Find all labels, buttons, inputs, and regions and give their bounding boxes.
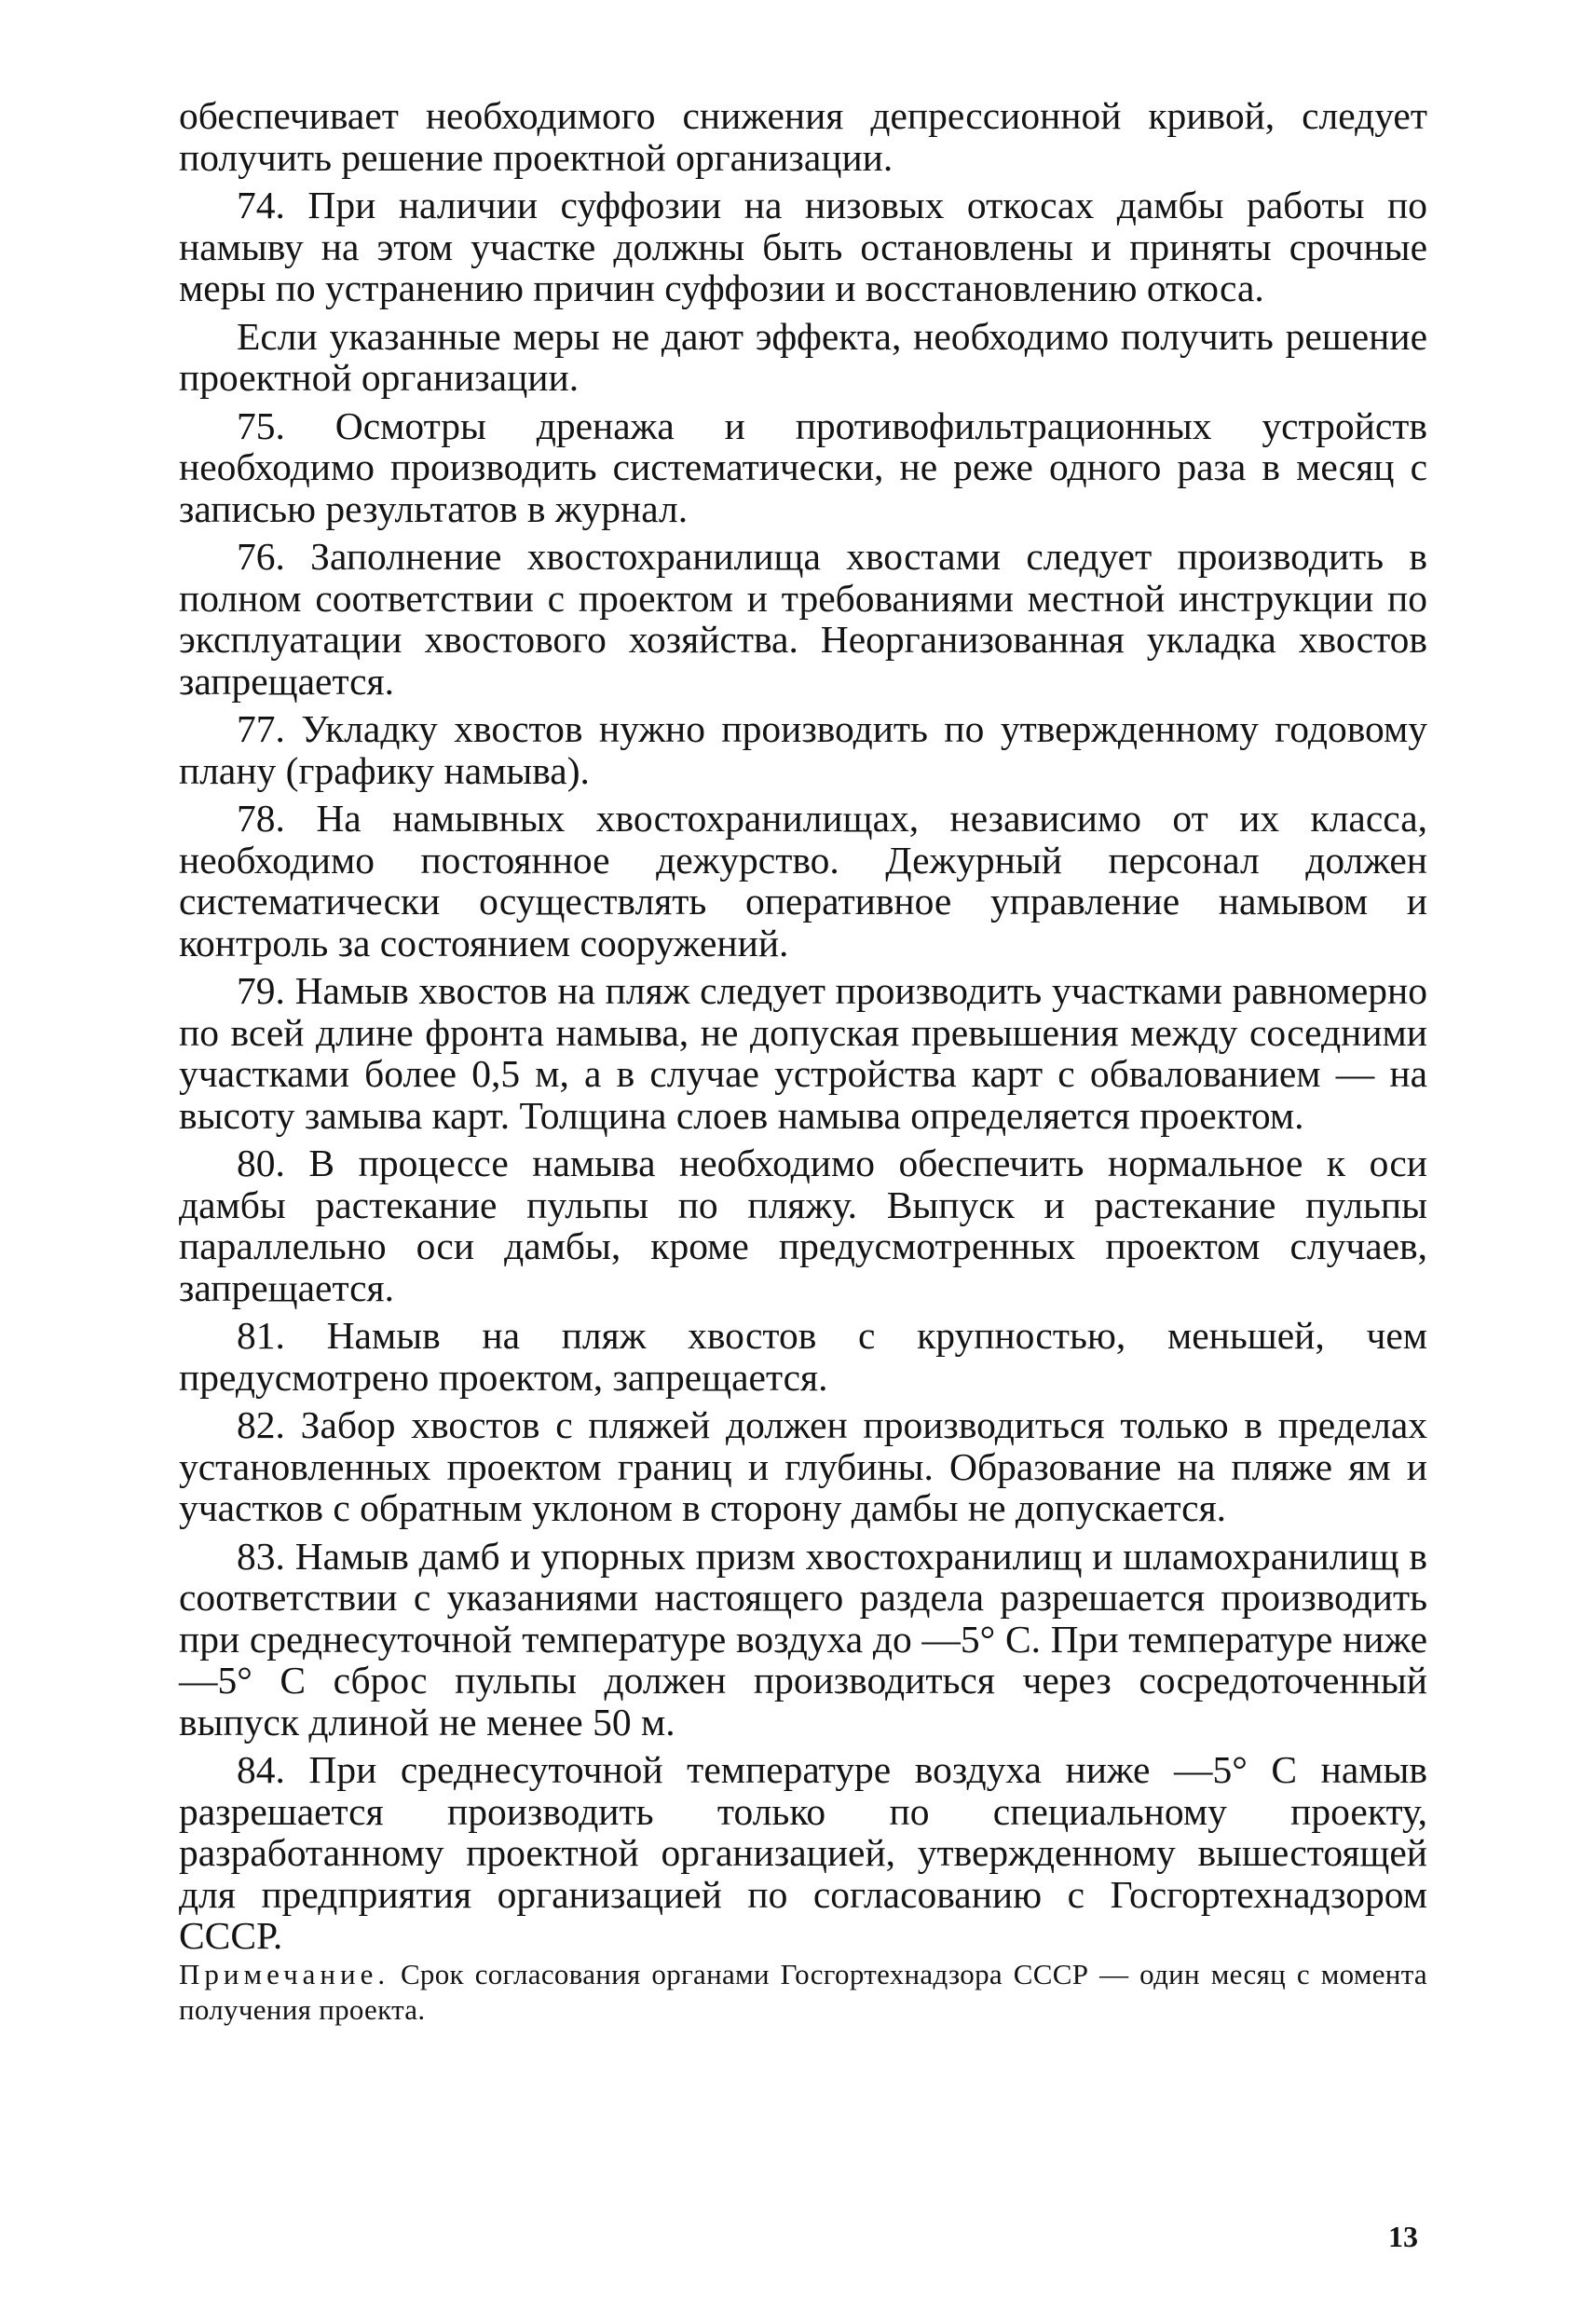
paragraph-80: 80. В процессе намыва необходимо обеспечить нормальное к оси дамбы растекание пульпы по пляжу. Выпуск и растекание пульпы параллельно оси дамбы, кроме предусмотренных проектом случаев, запрещается. (179, 1142, 1427, 1309)
paragraph-76: 76. Заполнение хвостохранилища хвостами следует производить в полном соответствии с проектом и требованиями местной инструкции по эксплуатации хвостового хозяйства. Неорганизованная укладка хвостов запрещается. (179, 535, 1427, 703)
paragraph-81: 81. Намыв на пляж хвостов с крупностью, меньшей, чем предусмотрено проектом, запрещается. (179, 1314, 1427, 1399)
page-body (179, 95, 1427, 2028)
footnote-label: Примечание. (179, 1957, 390, 1990)
paragraph-continued: обеспечивает необходимого снижения депрессионной кривой, следует получить решение проектной организации. (179, 94, 1427, 179)
paragraph-77: 77. Укладку хвостов нужно производить по утвержденному годовому плану (графику намыва). (179, 707, 1427, 792)
paragraph-83: 83. Намыв дамб и упорных призм хвостохранилищ и шламохранилищ в соответствии с указаниями настоящего раздела разрешается производить при среднесуточной температуре воздуха до —5° С. При температуре ниже —5° С сброс пульпы должен производиться через сосредоточенный выпуск длиной не менее 50 м. (179, 1534, 1427, 1744)
paragraph-74: 74. При наличии суффозии на низовых откосах дамбы работы по намыву на этом участке должны быть остановлены и приняты срочные меры по устранению причин суффозии и восстановлению откоса. (179, 184, 1427, 309)
paragraph-78: 78. На намывных хвостохранилищах, независимо от их класса, необходимо постоянное дежурство. Дежурный персонал должен систематически осуществлять оперативное управление намывом и контроль за состоянием сооружений. (179, 797, 1427, 964)
page-number: 13 (1388, 2220, 1418, 2253)
footnote-text: Срок согласования органами Госгортехнадзора СССР — один месяц с момента получения проекта. (179, 1957, 1427, 2026)
paragraph-84: 84. При среднесуточной температуре воздуха ниже —5° С намыв разрешается производить только по специальному проекту, разработанному проектной организацией, утвержденному вышестоящей для предприятия организацией по согласованию с Госгортехнадзором СССР. (179, 1748, 1427, 1957)
paragraph-75: 75. Осмотры дренажа и противофильтрационных устройств необходимо производить систематически, не реже одного раза в месяц с записью результатов в журнал. (179, 403, 1427, 530)
paragraph-82: 82. Забор хвостов с пляжей должен производиться только в пределах установленных проектом границ и глубины. Образование на пляже ям и участков с обратным уклоном в сторону дамбы не допускается. (179, 1403, 1427, 1529)
paragraph-74-continued: Если указанные меры не дают эффекта, необходимо получить решение проектной организации. (179, 314, 1427, 399)
footnote (179, 1957, 1427, 2028)
paragraph-79: 79. Намыв хвостов на пляж следует производить участками равномерно по всей длине фронта намыва, не допуская превышения между соседними участками более 0,5 м, а в случае устройства карт с обвалованием — на высоту замыва карт. Толщина слоев намыва определяется проектом. (179, 969, 1427, 1137)
